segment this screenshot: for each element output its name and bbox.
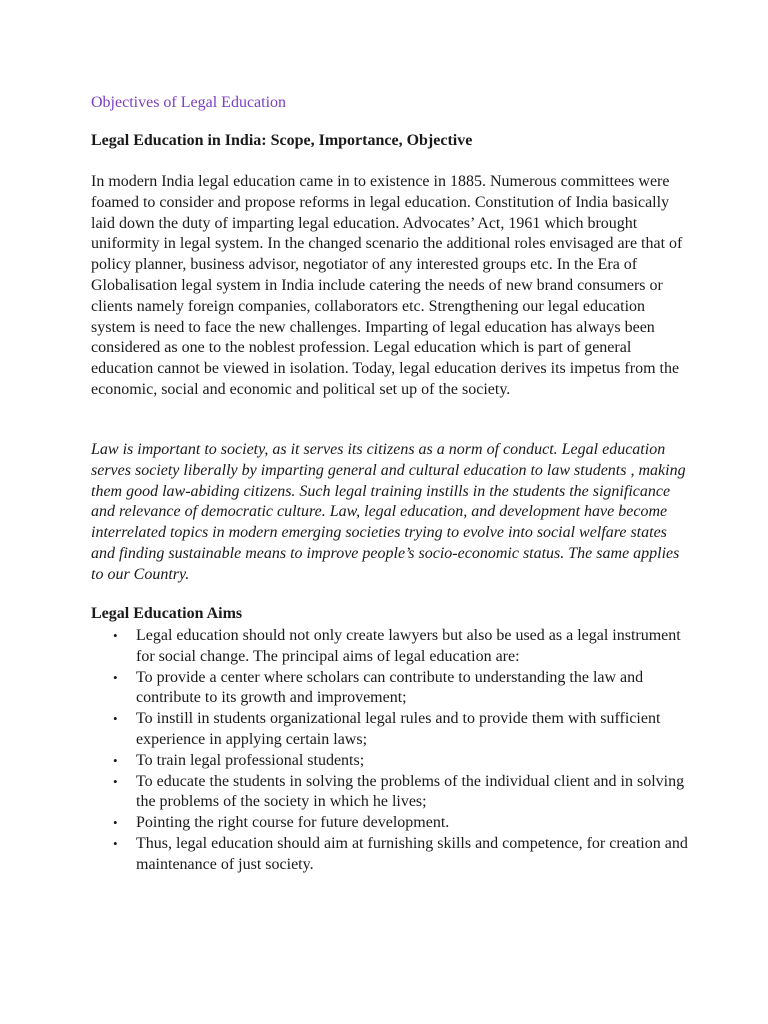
intro-paragraph: In modern India legal education came in to existence in 1885. Numerous committees were foamed to consider and propose reforms in legal education. Constitution of India basically laid down the duty of imparting legal education. Advocates’ Act, 1961 which brought uniformity in legal system. In the changed scenario the additional roles envisaged are that of policy planner, business advisor, negotiator of any interested groups etc. In the Era of Globalisation legal system in India include catering the needs of new brand consumers or clients namely foreign companies, collaborators etc. Strengthening our legal education system is need to face the new challenges. Imparting of legal education has always been considered as one to the noblest profession. Legal education which is part of general education cannot be viewed in isolation. Today, legal education derives its impetus from the economic, social and economic and political set up of the society. [91,173,683,398]
aims-list-item [91,751,691,772]
aims-list [91,626,691,876]
italic-paragraph: Law is important to society, as it serves its citizens as a norm of conduct. Legal education serves society liberally by imparting general and cultural education to law students , making them good law-abiding citizens. Such legal training instills in the students the significance and relevance of democratic culture. Law, legal education, and development have become interrelated topics in modern emerging societies trying to evolve into social welfare states and finding sustainable means to improve people’s socio-economic status. The same applies to our Country. [91,441,686,583]
aims-item-text: To educate the students in solving the problems of the individual client and in solving the problems of the society in which he lives; [136,772,685,811]
aims-list-item [91,626,691,668]
aims-item-text: To train legal professional students; [136,751,365,769]
bullet-icon: • [113,835,118,851]
aims-item-text: Legal education should not only create lawyers but also be used as a legal instrument for social change. The principal aims of legal education are: [136,627,681,665]
bullet-icon: • [113,669,118,685]
aims-item-text: Thus, legal education should aim at furnishing skills and competence, for creation and maintenance of just society. [136,834,688,873]
document-title: Legal Education in India: Scope, Importance, Objective [91,132,473,149]
bullet-icon: • [113,773,118,789]
aims-list-item [91,709,691,751]
aims-item-text: To provide a center where scholars can contribute to understanding the law and contribute to its growth and improvement; [136,668,644,707]
aims-list-item [91,668,691,710]
bullet-icon: • [113,752,118,768]
aims-list-item [91,813,691,834]
bullet-icon: • [113,815,118,831]
aims-list-item [91,834,691,876]
bullet-icon: • [113,628,118,643]
aims-item-text: Pointing the right course for future development. [136,814,450,832]
bullet-icon: • [113,711,118,727]
objectives-link[interactable]: Objectives of Legal Education [91,94,287,111]
aims-item-text: To instill in students organizational legal rules and to provide them with sufficient experience in applying certain laws; [136,710,661,748]
aims-heading: Legal Education Aims [91,605,243,622]
aims-list-item [91,772,691,814]
